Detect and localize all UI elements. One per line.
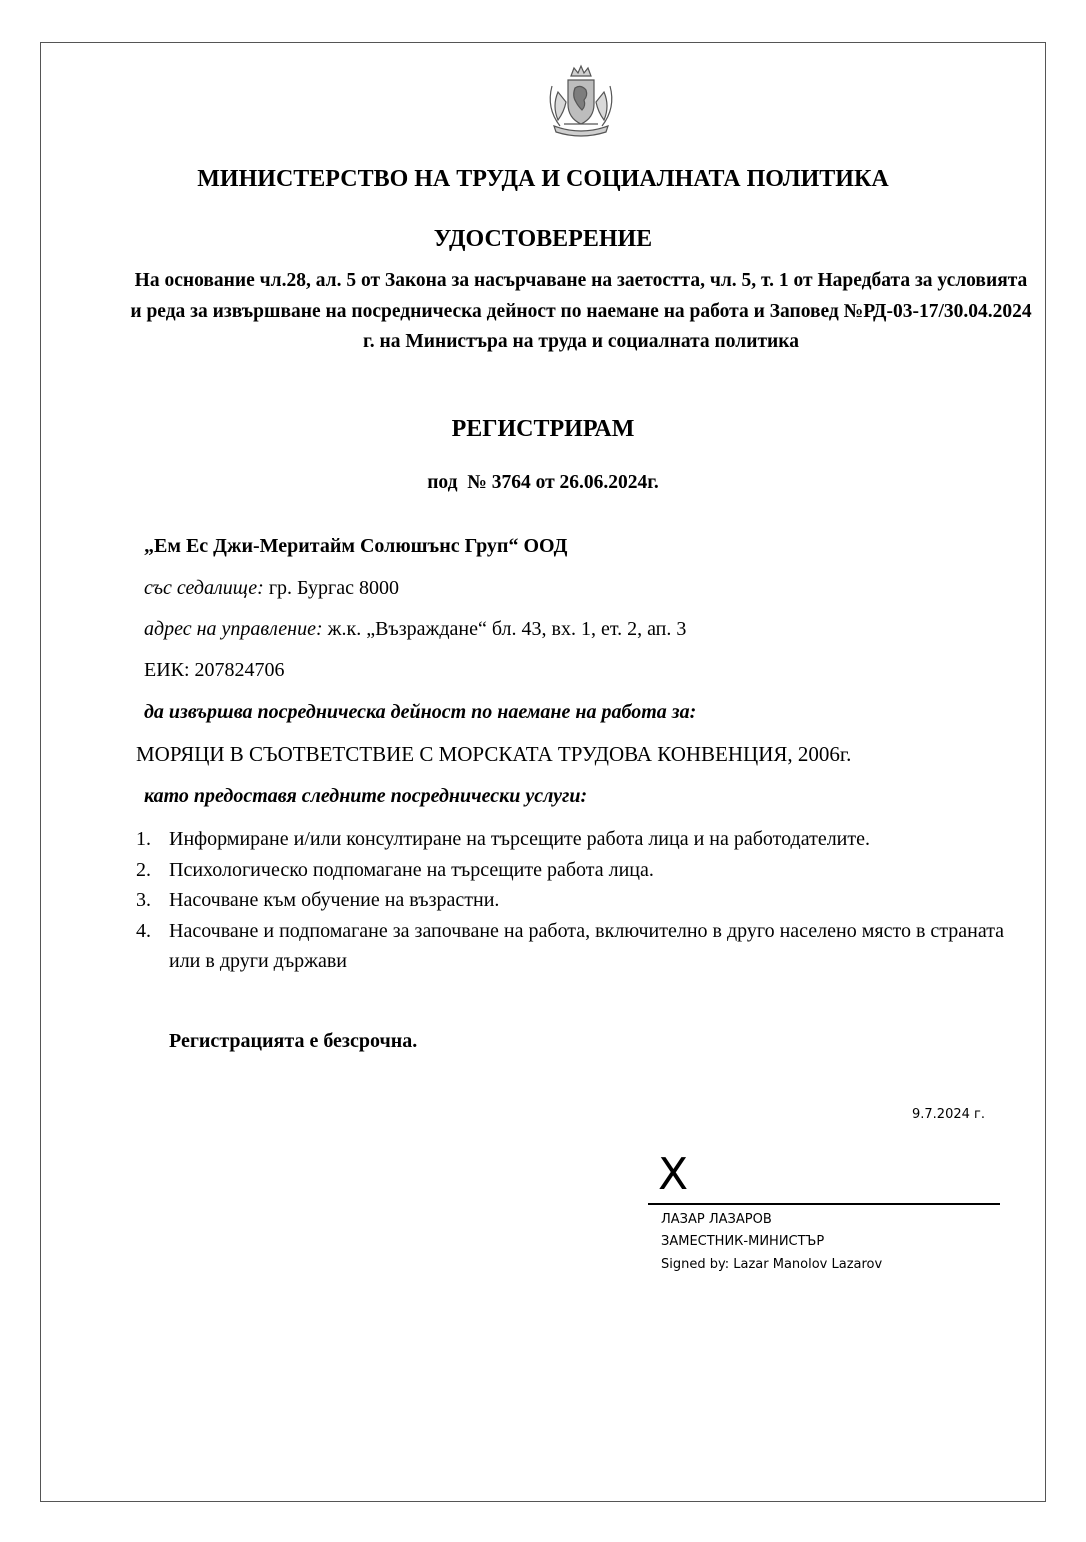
- registration-validity: Регистрацията е безсрочна.: [169, 1030, 418, 1052]
- company-eik: ЕИК: 207824706: [144, 659, 285, 681]
- signature-date: 9.7.2024 г.: [912, 1107, 985, 1122]
- list-item-text: Насочване към обучение на възрастни.: [169, 889, 500, 911]
- list-item-number: 1.: [136, 828, 151, 850]
- register-heading: РЕГИСТРИРАМ: [451, 416, 635, 442]
- signatory-name: ЛАЗАР ЛАЗАРОВ: [661, 1212, 772, 1227]
- company-seat: [144, 577, 399, 600]
- signature-line: [648, 1203, 1000, 1205]
- list-item-number: 3.: [136, 889, 151, 911]
- ministry-name: МИНИСТЕРСТВО НА ТРУДА И СОЦИАЛНАТА ПОЛИТИКА: [197, 166, 889, 192]
- coat-of-arms-icon: [538, 62, 624, 138]
- registration-number: под № 3764 от 26.06.2024г.: [427, 472, 659, 493]
- list-item-text: Психологическо подпомагане на търсещите работа лица.: [169, 858, 654, 881]
- signature-mark: X: [658, 1149, 689, 1200]
- list-item: [136, 855, 1016, 886]
- legal-basis: На основание чл.28, ал. 5 от Закона за насърчаване на заетостта, чл. 5, т. 1 от Наредбата за условията и реда за извършване на посредническа дейност по наемане на работа и Заповед №РД-03-17/30.04.2024 г. на Министъра на труда и социалната политика: [130, 270, 1032, 352]
- seat-value: гр. Бургас 8000: [263, 577, 399, 599]
- company-address: [144, 618, 686, 641]
- list-item: [136, 885, 1016, 916]
- address-label: адрес на управление:: [144, 618, 323, 640]
- services-list: [136, 824, 1016, 977]
- list-item-text: Насочване и подпомагане за започване на работа, включително в друго населено място в страната или в други държави: [169, 919, 1005, 972]
- list-item-number: 4.: [136, 919, 151, 942]
- list-item: [136, 824, 1016, 855]
- services-label: като предоставя следните посреднически услуги:: [144, 785, 588, 807]
- list-item: [136, 916, 1016, 977]
- document-title: УДОСТОВЕРЕНИЕ: [433, 226, 653, 252]
- company-name: „Ем Ес Джи-Меритайм Солюшънс Груп“ ООД: [144, 535, 568, 557]
- activity-label: да извършва посредническа дейност по наемане на работа за:: [144, 701, 697, 723]
- page-border: [40, 42, 1046, 1502]
- seat-label: със седалище:: [144, 577, 264, 599]
- activity-value: МОРЯЦИ В СЪОТВЕТСТВИЕ С МОРСКАТА ТРУДОВА КОНВЕНЦИЯ, 2006г.: [136, 742, 852, 766]
- address-value: ж.к. „Възраждане“ бл. 43, вх. 1, ет. 2, ап. 3: [322, 618, 687, 640]
- signed-by: Signed by: Lazar Manolov Lazarov: [661, 1257, 883, 1272]
- list-item-text: Информиране и/или консултиране на търсещите работа лица и на работодателите.: [169, 828, 871, 850]
- list-item-number: 2.: [136, 858, 151, 881]
- signatory-position: ЗАМЕСТНИК-МИНИСТЪР: [661, 1234, 825, 1249]
